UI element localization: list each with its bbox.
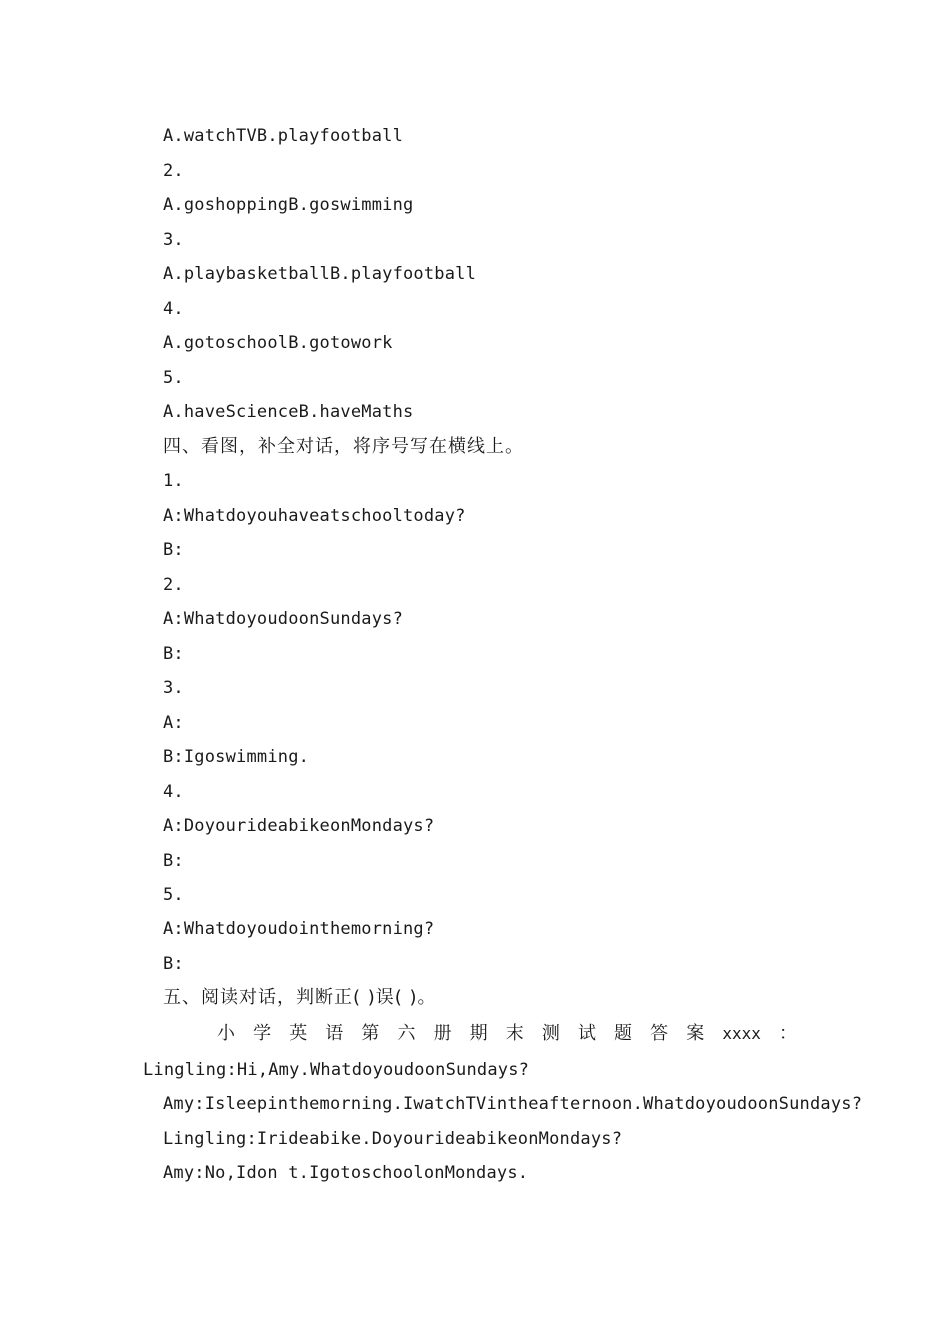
option-line-5: A.haveScienceB.haveMaths (163, 402, 414, 422)
dialogue-line-a1: A:Whatdoyouhaveatschooltoday? (163, 506, 466, 526)
answer-heading-char: 答 (650, 1023, 669, 1044)
answer-heading-char: 册 (433, 1023, 452, 1044)
answer-heading-char: 英 (289, 1023, 308, 1044)
dialogue-line-b3: B:Igoswimming. (163, 747, 310, 767)
dialogue-number-5: 5. (163, 885, 184, 905)
dialogue-number-3: 3. (163, 678, 184, 698)
answer-heading-char: 测 (541, 1023, 560, 1044)
answer-heading-char: 期 (469, 1023, 488, 1044)
answer-heading-char: 案 (686, 1023, 705, 1044)
dialogue-line-a3: A: (163, 713, 184, 733)
answer-heading-char: 试 (577, 1023, 596, 1044)
answer-heading-char: 末 (505, 1023, 524, 1044)
section-four-heading: 四、看图，补全对话，将序号写在横线上。 (163, 436, 524, 457)
answer-heading-char: 第 (361, 1023, 380, 1044)
answer-heading (217, 1023, 797, 1045)
answer-heading-char: 小 (217, 1023, 235, 1044)
section-five-heading: 五、阅读对话，判断正( )误( )。 (163, 987, 437, 1008)
answer-heading-colon: ： (778, 1023, 797, 1044)
answer-heading-char: 六 (397, 1023, 416, 1044)
reading-line-2: Amy:Isleepinthemorning.IwatchTVintheafternoon.WhatdoyoudoonSundays? (163, 1094, 863, 1114)
dialogue-line-a2: A:WhatdoyoudoonSundays? (163, 609, 404, 629)
dialogue-line-b5: B: (163, 954, 184, 974)
dialogue-line-a5: A:Whatdoyoudointhemorning? (163, 919, 435, 939)
dialogue-number-4: 4. (163, 782, 184, 802)
reading-line-1: Lingling:Hi,Amy.WhatdoyoudoonSundays? (143, 1060, 530, 1080)
dialogue-line-a4: A:DoyourideabikeonMondays? (163, 816, 435, 836)
answer-heading-char: 学 (253, 1023, 272, 1044)
dialogue-number-1: 1. (163, 471, 184, 491)
question-number-4: 4. (163, 299, 184, 319)
dialogue-line-b1: B: (163, 540, 184, 560)
option-line-1: A.watchTVB.playfootball (163, 126, 404, 146)
dialogue-line-b4: B: (163, 851, 184, 871)
dialogue-number-2: 2. (163, 575, 184, 595)
reading-line-4: Amy:No,Idon t.IgotoschoolonMondays. (163, 1163, 529, 1183)
answer-heading-placeholder: xxxx (722, 1024, 761, 1043)
question-number-2: 2. (163, 161, 184, 181)
reading-line-3: Lingling:Irideabike.DoyourideabikeonMondays? (163, 1129, 623, 1149)
option-line-2: A.goshoppingB.goswimming (163, 195, 414, 215)
dialogue-line-b2: B: (163, 644, 184, 664)
question-number-5: 5. (163, 368, 184, 388)
answer-heading-char: 语 (325, 1023, 344, 1044)
option-line-3: A.playbasketballB.playfootball (163, 264, 477, 284)
answer-heading-char: 题 (614, 1023, 633, 1044)
option-line-4: A.gotoschoolB.gotowork (163, 333, 393, 353)
question-number-3: 3. (163, 230, 184, 250)
